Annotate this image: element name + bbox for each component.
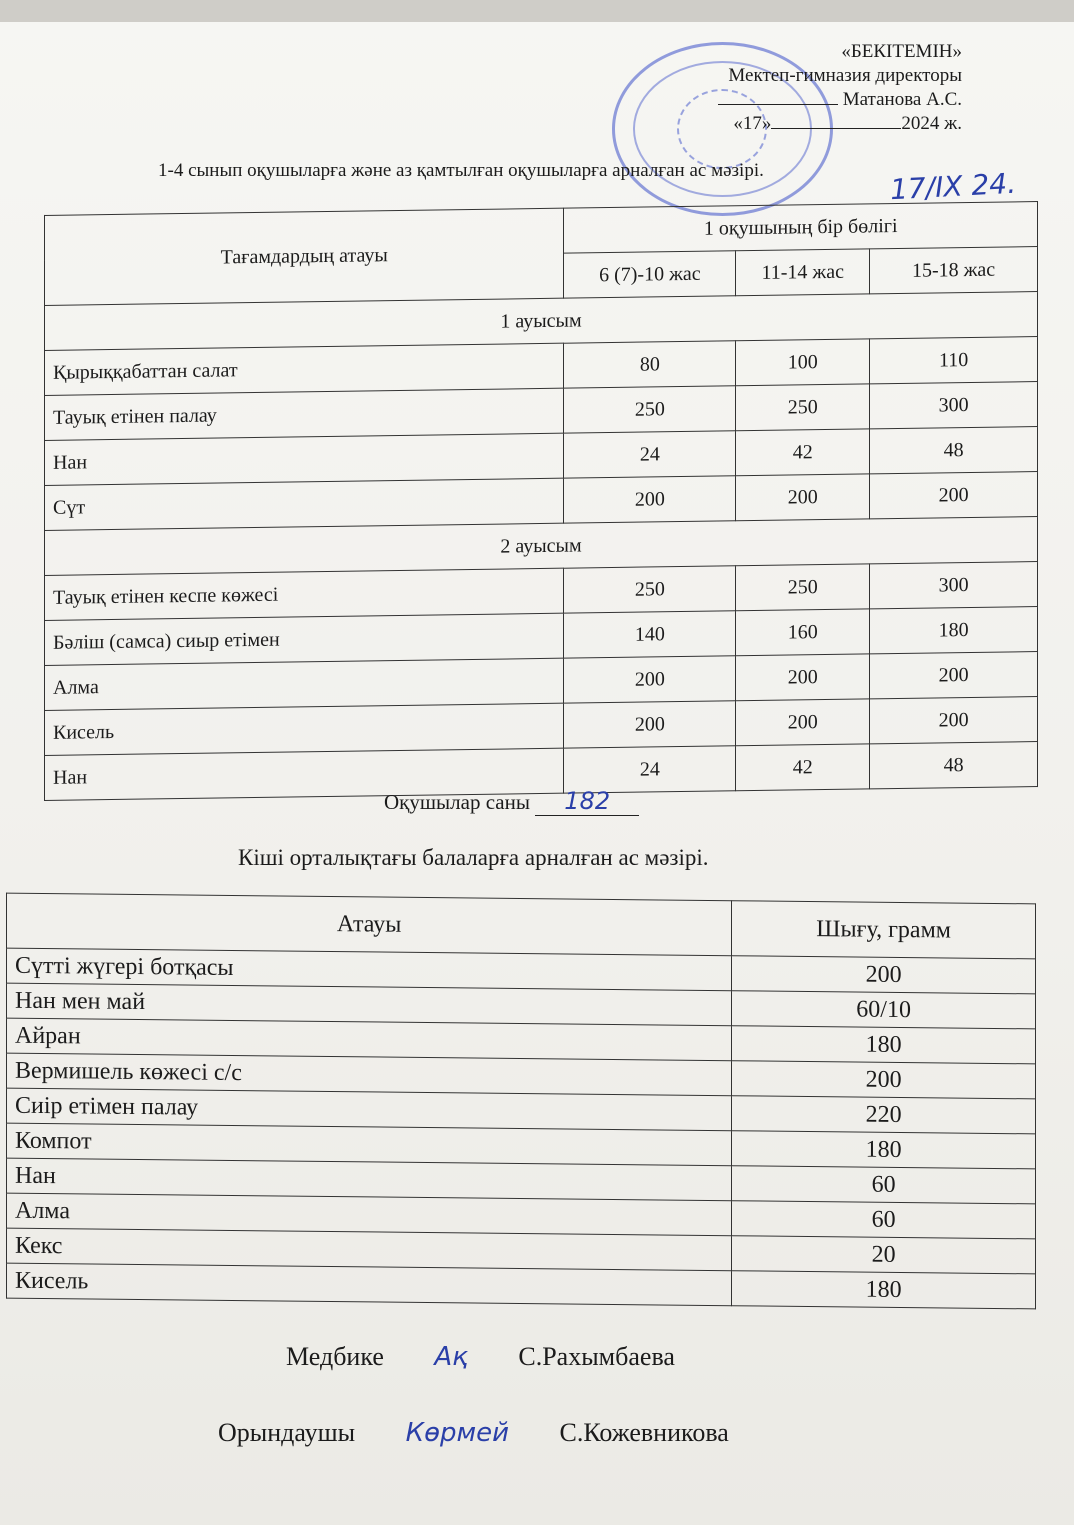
portion-value: 24 [564,746,736,793]
age-group: 6 (7)-10 жас [564,251,736,298]
item-name: Вермишель көжесі с/с [7,1053,732,1096]
approval-name: Матанова А.С. [842,89,962,110]
page-top-edge [0,0,1074,22]
col-header-portion: 1 оқушының бір бөлігі [564,202,1038,254]
item-value: 60 [732,1201,1036,1239]
portion-value: 200 [564,476,736,523]
portion-value: 200 [564,701,736,748]
executor-label: Орындаушы [218,1418,356,1447]
item-value: 180 [732,1026,1036,1064]
item-name: Кисель [7,1263,732,1306]
dish-name: Тауық етінен палау [45,388,564,440]
item-value: 180 [732,1271,1036,1309]
portion-value: 250 [736,564,870,611]
dish-name: Сүт [45,478,564,530]
portion-value: 100 [736,339,870,386]
portion-value: 48 [870,742,1038,789]
student-count-label: Оқушылар саны [384,790,530,814]
student-count [384,787,639,816]
portion-value: 80 [564,341,736,388]
portion-value: 250 [564,386,736,433]
portion-value: 140 [564,611,736,658]
shift1-label: 1 ауысым [45,292,1038,351]
item-value: 60 [732,1166,1036,1204]
portion-value: 200 [736,699,870,746]
executor-signature: Көрмей [405,1418,509,1448]
age-group: 15-18 жас [870,247,1038,294]
portion-value: 180 [870,607,1038,654]
approval-date-year: 2024 ж. [901,113,962,134]
nurse-signature: Ақ [434,1342,468,1372]
dish-name: Алма [45,658,564,710]
portion-value: 24 [564,431,736,478]
approval-title: «БЕКІТЕМІН» [841,41,962,62]
portion-value: 200 [870,652,1038,699]
dish-name: Кисель [45,703,564,755]
nurse-label: Медбике [286,1342,384,1371]
executor-name: С.Кожевникова [559,1418,729,1447]
handwritten-date: 17/IX 24. [889,166,1017,207]
item-value: 200 [732,956,1036,994]
nurse-name: С.Рахымбаева [518,1342,675,1371]
approval-position: Мектеп-гимназия директоры [728,65,962,86]
item-value: 200 [732,1061,1036,1099]
menu1-table [44,201,1038,801]
portion-value: 42 [736,744,870,791]
col-header-output: Шығу, грамм [732,901,1036,959]
portion-value: 48 [870,427,1038,474]
item-name: Кекс [7,1228,732,1271]
col-header-name: Атауы [7,893,732,956]
portion-value: 300 [870,562,1038,609]
portion-value: 200 [564,656,736,703]
item-value: 20 [732,1236,1036,1274]
item-name: Сиір етімен палау [7,1088,732,1131]
item-name: Нан мен май [7,983,732,1026]
portion-value: 200 [870,697,1038,744]
dish-name: Тауық етінен кеспе көжесі [45,568,564,620]
portion-value: 110 [870,337,1038,384]
item-value: 220 [732,1096,1036,1134]
dish-name: Нан [45,433,564,485]
portion-value: 200 [870,472,1038,519]
approval-date-day: «17» [733,113,772,134]
dish-name: Қырыққабаттан салат [45,343,564,395]
item-value: 180 [732,1131,1036,1169]
item-name: Нан [7,1158,732,1201]
portion-value: 200 [736,654,870,701]
shift2-label: 2 ауысым [45,517,1038,576]
item-value: 60/10 [732,991,1036,1029]
student-count-value: 182 [535,787,639,816]
item-name: Компот [7,1123,732,1166]
nurse-signature-line [286,1342,675,1372]
dish-name: Нан [45,748,564,800]
age-group: 11-14 жас [736,249,870,296]
portion-value: 200 [736,474,870,521]
item-name: Алма [7,1193,732,1236]
item-name: Сүтті жүгері ботқасы [7,948,732,991]
dish-name: Бәліш (самса) сиыр етімен [45,613,564,665]
menu2-title: Кіші орталықтағы балаларға арналған ас мәзірі. [238,845,709,870]
portion-value: 160 [736,609,870,656]
portion-value: 250 [736,384,870,431]
menu2-table [6,893,1036,1310]
item-name: Айран [7,1018,732,1061]
executor-signature-line [218,1418,729,1448]
portion-value: 42 [736,429,870,476]
portion-value: 250 [564,566,736,613]
col-header-name: Тағамдардың атауы [45,208,564,305]
portion-value: 300 [870,382,1038,429]
approval-block [718,40,962,136]
menu1-title: 1-4 сынып оқушыларға және аз қамтылған оқушыларға арналған ас мәзірі. [158,160,764,181]
